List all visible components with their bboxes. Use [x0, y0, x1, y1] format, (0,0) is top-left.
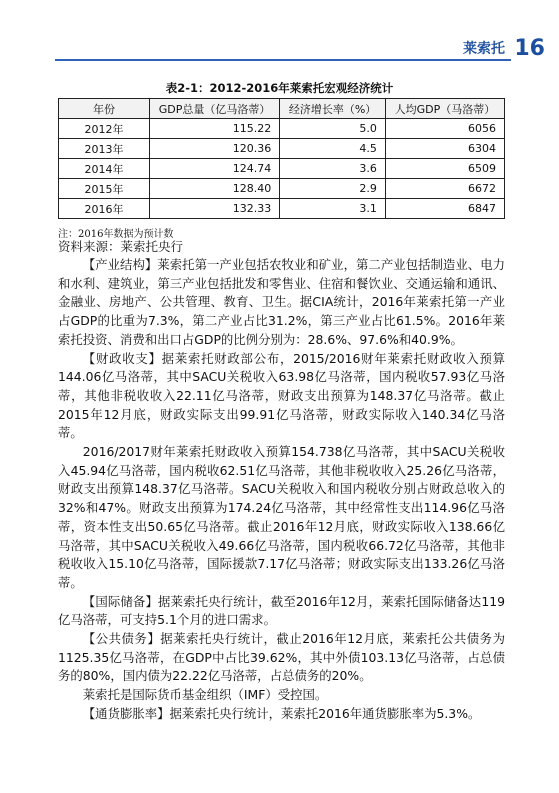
cell-growth: 3.6	[280, 159, 386, 179]
column-header-year: 年份	[59, 99, 150, 119]
cell-growth: 5.0	[280, 119, 386, 139]
cell-year: 2013年	[59, 139, 150, 159]
paragraph-international-reserves: 【国际储备】据莱索托央行统计，截至2016年12月，莱索托国际储备达119亿马洛蒂，可支持5.1个月的进口需求。	[58, 593, 505, 628]
table-note: 注：2016年数据为预计数	[58, 229, 174, 240]
cell-year: 2015年	[59, 179, 150, 199]
table-row	[59, 159, 505, 179]
cell-gdp: 124.74	[150, 159, 280, 179]
page-number: 16	[514, 36, 545, 61]
paragraph-inflation: 【通货膨胀率】据莱索托央行统计，莱索托2016年通货膨胀率为5.3%。	[82, 705, 481, 721]
table-row	[59, 119, 505, 139]
table-row	[59, 179, 505, 199]
paragraph-fiscal-2016: 2016/2017财年莱索托财政收入预算154.738亿马洛蒂，其中SACU关税收入45.94亿马洛蒂，国内税收62.51亿马洛蒂，其他非税收收入25.26亿马洛蒂，财政支出预算148.37亿马洛蒂。SACU关税收入和国内税收分别占财政总收入的32%和47%。财政支出预算为174.24亿马洛蒂，其中经常性支出114.96亿马洛蒂，资本性支出50.65亿马洛蒂。截止2016年12月底，财政实际收入138.66亿马洛蒂，其中SACU关税收入49.66亿马洛蒂，国内税收66.72亿马洛蒂，其他非税收收入15.10亿马洛蒂，国际援款7.17亿马洛蒂；财政实际支出133.26亿马洛蒂。	[58, 444, 505, 590]
economic-stats-table	[58, 98, 505, 219]
header-country-name: 莱索托	[463, 41, 505, 57]
cell-gdp: 128.40	[150, 179, 280, 199]
cell-year: 2014年	[59, 159, 150, 179]
table-source: 资料来源：莱索托央行	[58, 239, 184, 254]
cell-gdp-per-capita: 6056	[385, 119, 504, 139]
cell-year: 2012年	[59, 119, 150, 139]
paragraph-fiscal-balance: 【财政收支】据莱索托财政部公布，2015/2016财年莱索托财政收入预算144.06亿马洛蒂，其中SACU关税收入63.98亿马洛蒂，国内税收57.93亿马洛蒂，其他非税收收入22.11亿马洛蒂，财政支出预算为148.37亿马洛蒂。截止2015年12月底，财政实际支出99.91亿马洛蒂，财政实际收入140.34亿马洛蒂。	[58, 350, 505, 441]
cell-growth: 3.1	[280, 199, 386, 219]
cell-year: 2016年	[59, 199, 150, 219]
table-row	[59, 139, 505, 159]
paragraph-public-debt: 【公共债务】据莱索托央行统计，截止2016年12月底，莱索托公共债务为1125.35亿马洛蒂，在GDP中占比39.62%，其中外债103.13亿马洛蒂，占总债务的80%，国内债为22.22亿马洛蒂，占总债务的20%。	[58, 631, 505, 684]
cell-gdp-per-capita: 6672	[385, 179, 504, 199]
header-rule	[55, 59, 511, 61]
body-text	[58, 256, 505, 724]
cell-gdp-per-capita: 6847	[385, 199, 504, 219]
cell-gdp-per-capita: 6509	[385, 159, 504, 179]
cell-gdp-per-capita: 6304	[385, 139, 504, 159]
column-header-gdp-per-capita: 人均GDP（马洛蒂）	[385, 99, 504, 119]
table-header-row	[59, 99, 505, 119]
column-header-gdp: GDP总量（亿马洛蒂）	[150, 99, 280, 119]
paragraph-imf: 莱索托是国际货币基金组织（IMF）受控国。	[82, 687, 328, 703]
cell-gdp: 120.36	[150, 139, 280, 159]
cell-gdp: 115.22	[150, 119, 280, 139]
cell-growth: 2.9	[280, 179, 386, 199]
table-title: 表2-1：2012-2016年莱索托宏观经济统计	[165, 81, 394, 95]
column-header-growth: 经济增长率（%）	[280, 99, 386, 119]
table-row	[59, 199, 505, 219]
paragraph-industry-structure: 【产业结构】莱索托第一产业包括农牧业和矿业，第二产业包括制造业、电力和水利、建筑业，第三产业包括批发和零售业、住宿和餐饮业、交通运输和通讯、金融业、房地产、公共管理、教育、卫生。据CIA统计，2016年莱索托第一产业占GDP的比重为7.3%，第二产业占比31.2%，第三产业占比61.5%。2016年莱索托投资、消费和出口占GDP的比例分别为：28.6%、97.6%和40.9%。	[58, 257, 505, 347]
cell-growth: 4.5	[280, 139, 386, 159]
cell-gdp: 132.33	[150, 199, 280, 219]
